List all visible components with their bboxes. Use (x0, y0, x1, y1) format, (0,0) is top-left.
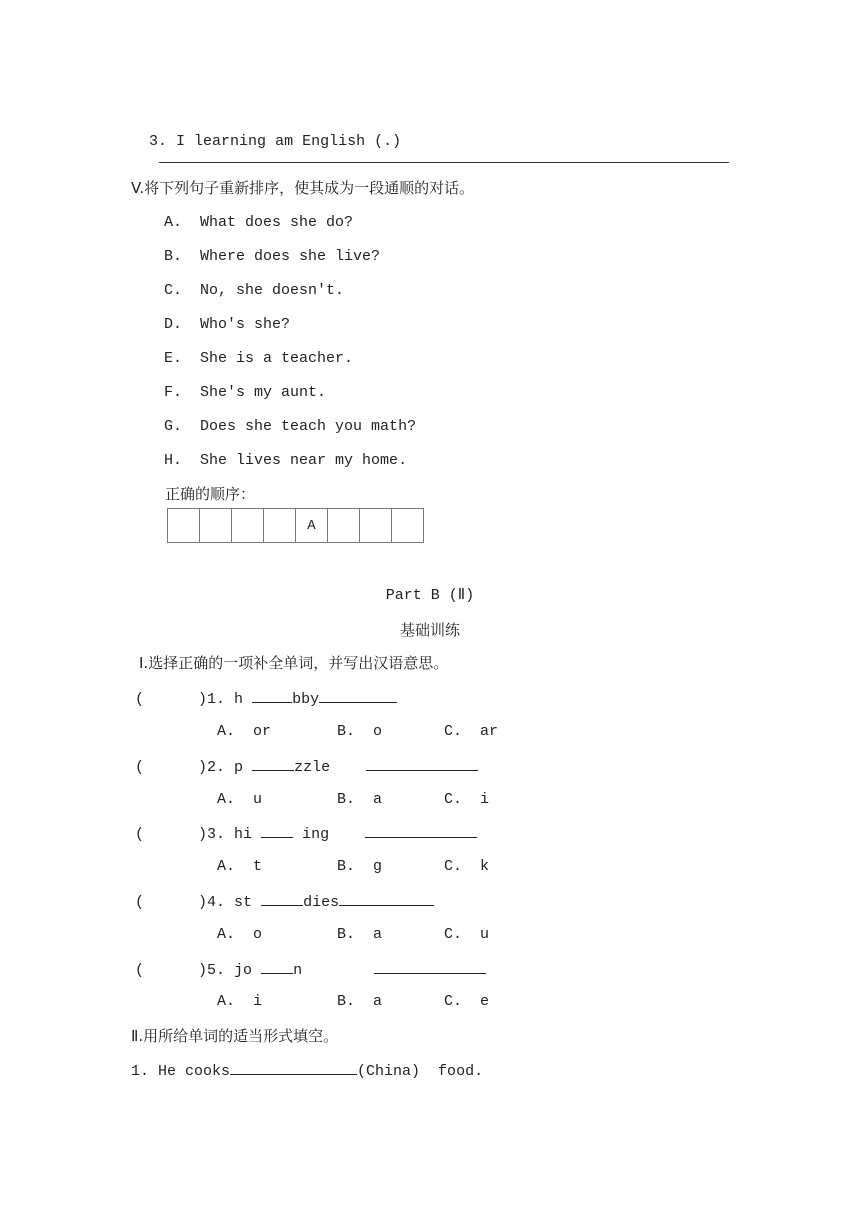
item-letter: B. (164, 248, 183, 265)
dialogue-item-d (164, 315, 290, 335)
question-number: 3. (207, 826, 226, 843)
part-b-subtitle: 基础训练 (399, 621, 460, 639)
order-cell[interactable] (392, 509, 424, 543)
sentence-3 (131, 112, 401, 152)
dialogue-item-a (164, 213, 353, 233)
question-number: 5. (207, 962, 226, 979)
item-text: No, she doesn't. (200, 282, 345, 299)
word-suffix: dies (303, 894, 340, 911)
word-prefix: st (234, 894, 253, 911)
section-ii-title: Ⅱ.用所给单词的适当形式填空。 (131, 1027, 339, 1045)
answer-paren[interactable]: ( ) (135, 894, 208, 911)
answer-paren[interactable]: ( ) (135, 759, 208, 776)
option-c: C. ar (444, 723, 499, 740)
sentence-suffix: (China) food. (357, 1063, 484, 1080)
part-b-title: Part B (Ⅱ) (385, 587, 475, 604)
question-number: 1. (131, 1063, 150, 1080)
item-text: What does she do? (200, 214, 354, 231)
item-letter: G. (164, 418, 183, 435)
option-a: A. i (217, 993, 263, 1010)
dialogue-item-b (164, 247, 380, 267)
item-letter: C. (164, 282, 183, 299)
letter-blank[interactable] (261, 823, 293, 838)
item-text: Where does she live? (200, 248, 381, 265)
dialogue-item-g (164, 417, 416, 437)
item-text: Who's she? (200, 316, 291, 333)
sentence-3-number: 3. (149, 133, 168, 150)
word-prefix: jo (234, 962, 253, 979)
word-suffix: bby (292, 691, 320, 708)
answer-line (159, 162, 729, 163)
item-letter: D. (164, 316, 183, 333)
order-cell[interactable] (232, 509, 264, 543)
meaning-blank[interactable] (339, 891, 434, 906)
item-text: She's my aunt. (200, 384, 327, 401)
order-cell[interactable] (328, 509, 360, 543)
word-prefix: h (234, 691, 244, 708)
item-letter: F. (164, 384, 183, 401)
option-b: B. a (337, 926, 383, 943)
word-suffix: zzle (294, 759, 331, 776)
section-v-title: V.将下列句子重新排序，使其成为一段通顺的对话。 (131, 179, 475, 197)
order-cell[interactable] (200, 509, 232, 543)
dialogue-item-e (164, 349, 353, 369)
item-letter: H. (164, 452, 183, 469)
answer-paren[interactable]: ( ) (135, 962, 208, 979)
word-suffix: ing (302, 826, 330, 843)
question-3 (135, 823, 477, 845)
item-letter: A. (164, 214, 183, 231)
option-a: A. t (217, 858, 263, 875)
question-5 (135, 959, 486, 981)
order-label: 正确的顺序： (165, 485, 256, 503)
item-text: She lives near my home. (200, 452, 408, 469)
word-prefix: hi (234, 826, 253, 843)
option-b: B. o (337, 723, 383, 740)
dialogue-item-c (164, 281, 344, 301)
item-text: She is a teacher. (200, 350, 354, 367)
order-grid (167, 508, 424, 543)
question-2 (135, 756, 478, 778)
option-b: B. a (337, 791, 383, 808)
dialogue-item-f (164, 383, 326, 403)
meaning-blank[interactable] (366, 756, 478, 771)
fill-question-1 (131, 1060, 483, 1082)
sentence-prefix: He cooks (158, 1063, 231, 1080)
word-prefix: p (234, 759, 244, 776)
answer-paren[interactable]: ( ) (135, 826, 208, 843)
item-letter: E. (164, 350, 183, 367)
order-cell[interactable] (360, 509, 392, 543)
question-number: 4. (207, 894, 226, 911)
letter-blank[interactable] (261, 891, 303, 906)
letter-blank[interactable] (261, 959, 293, 974)
order-cell[interactable]: A (296, 509, 328, 543)
dialogue-item-h (164, 451, 407, 471)
item-text: Does she teach you math? (200, 418, 417, 435)
option-a: A. or (217, 723, 272, 740)
order-cell[interactable] (168, 509, 200, 543)
option-a: A. u (217, 791, 263, 808)
option-c: C. i (444, 791, 490, 808)
option-a: A. o (217, 926, 263, 943)
answer-paren[interactable]: ( ) (135, 691, 208, 708)
option-b: B. a (337, 993, 383, 1010)
question-4 (135, 891, 434, 913)
section-i-title: Ⅰ.选择正确的一项补全单词，并写出汉语意思。 (139, 654, 449, 672)
option-c: C. u (444, 926, 490, 943)
meaning-blank[interactable] (365, 823, 477, 838)
fill-blank[interactable] (230, 1060, 357, 1075)
letter-blank[interactable] (252, 756, 294, 771)
order-cell[interactable] (264, 509, 296, 543)
question-number: 1. (207, 691, 226, 708)
word-suffix: n (293, 962, 303, 979)
meaning-blank[interactable] (319, 688, 397, 703)
question-1 (135, 688, 397, 710)
question-number: 2. (207, 759, 226, 776)
letter-blank[interactable] (252, 688, 292, 703)
option-c: C. k (444, 858, 490, 875)
option-b: B. g (337, 858, 383, 875)
sentence-3-text: I learning am English (.) (176, 133, 402, 150)
meaning-blank[interactable] (374, 959, 486, 974)
option-c: C. e (444, 993, 490, 1010)
